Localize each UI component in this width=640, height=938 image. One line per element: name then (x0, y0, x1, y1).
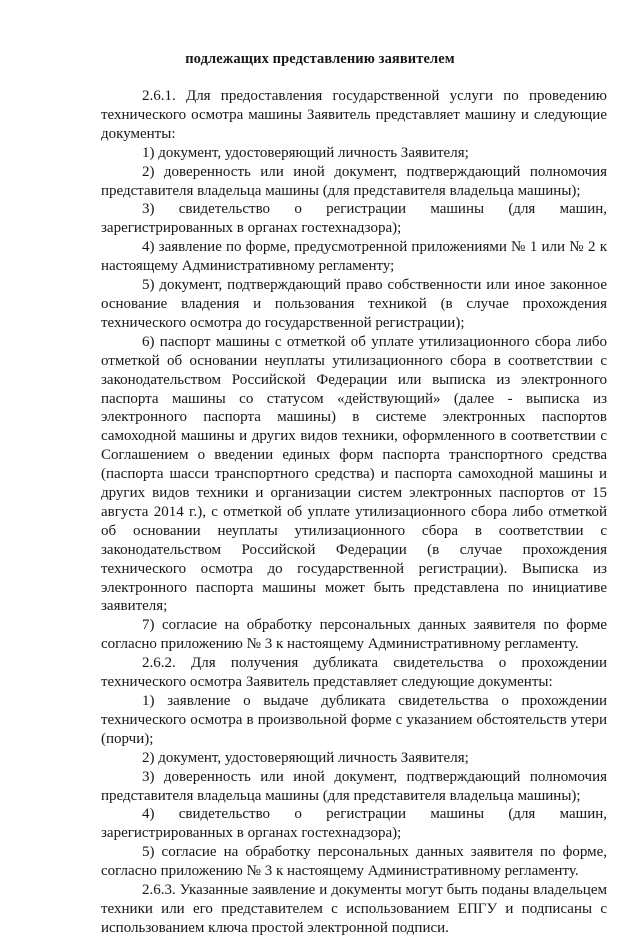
paragraph-2-6-1: 2.6.1. Для предоставления государственной услуги по проведению технического осмотра машины Заявитель представляет машину и следующие документы: (101, 88, 607, 142)
duplicate-list-item-4: 4) свидетельство о регистрации машины (для машин, зарегистрированных в органах гостехнадзора); (101, 806, 607, 842)
paragraph-2-6-3: 2.6.3. Указанные заявление и документы могут быть поданы владельцем техники или его представителем с использованием ЕПГУ и подписаны с использованием ключа простой электронной подписи. (101, 882, 607, 936)
list-item-2: 2) доверенность или иной документ, подтверждающий полномочия представителя владельца машины (для представителя владельца машины); (101, 163, 607, 199)
list-item-5: 5) документ, подтверждающий право собственности или иное законное основание владения и пользования техникой (в случае прохождения технического осмотра до государственной регистрации); (101, 277, 607, 331)
paragraph-2-6-2: 2.6.2. Для получения дубликата свидетельства о прохождении технического осмотра Заявитель представляет следующие документы: (101, 655, 607, 691)
list-item-3: 3) свидетельство о регистрации машины (для машин, зарегистрированных в органах гостехнадзора); (101, 201, 607, 237)
duplicate-list-item-3: 3) доверенность или иной документ, подтверждающий полномочия представителя владельца машины (для представителя владельца машины); (101, 768, 607, 804)
duplicate-list-item-1: 1) заявление о выдаче дубликата свидетельства о прохождении технического осмотра в произвольной форме с указанием обстоятельств утери (порчи); (101, 693, 607, 747)
list-item-4: 4) заявление по форме, предусмотренной приложениями № 1 или № 2 к настоящему Административному регламенту; (101, 239, 607, 275)
list-item-1: 1) документ, удостоверяющий личность Заявителя; (142, 144, 469, 161)
list-item-6: 6) паспорт машины с отметкой об уплате утилизационного сбора либо отметкой об основании неуплаты утилизационного сбора в соответствии с законодательством Российской Федерации или выписка из электронного паспорта машины со статусом «действующий» (далее - выписка из электронного паспорта машины) в системе электронных паспортов самоходной машины и других видов техники, оформленного в соответствии с Соглашением о введении единых форм паспорта транспортного средства (паспорта шасси транспортного средства) и паспорта самоходной машины и других видов техники и организации систем электронных паспортов от 15 августа 2014 г.), с отметкой об уплате утилизационного сбора либо отметкой об основании неуплаты утилизационного сбора в соответствии с законодательством Российской Федерации (в случае прохождения технического осмотра до государственной регистрации). Выписка из электронного паспорта машины может быть представлена по инициативе заявителя; (101, 333, 607, 615)
document-body (101, 87, 607, 938)
duplicate-list-item-5: 5) согласие на обработку персональных данных заявителя по форме, согласно приложению № 3 к настоящему Административному регламенту. (101, 844, 607, 880)
duplicate-list-item-2: 2) документ, удостоверяющий личность Заявителя; (142, 749, 469, 766)
list-item-7: 7) согласие на обработку персональных данных заявителя по форме согласно приложению № 3 к настоящему Административному регламенту. (101, 617, 607, 653)
section-heading: подлежащих представлению заявителем (185, 51, 455, 67)
